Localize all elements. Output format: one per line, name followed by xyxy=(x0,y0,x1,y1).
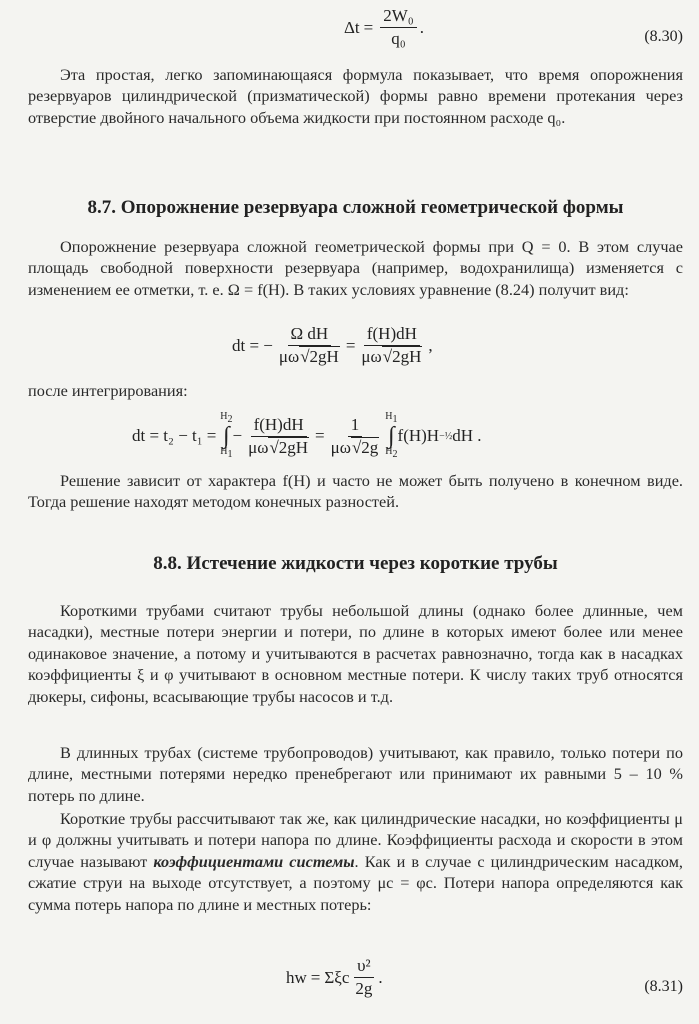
equation-number: (8.31) xyxy=(644,978,683,995)
formula-numerator: 1 xyxy=(348,415,363,437)
paragraph-solution: Решение зависит от характера f(H) и часто не может быть получено в конечном виде. Тогда решение находят методом конечных разностей. xyxy=(28,471,683,512)
formula-lhs: dt = t₂ − t₁ xyxy=(132,426,203,445)
formula-lhs: Δt xyxy=(344,17,360,37)
formula-numerator: 2W₀ xyxy=(380,6,416,28)
integrand-tail: dH . xyxy=(452,426,482,445)
integral-sign: $H_2$ ∫ $H_1$ xyxy=(220,411,233,460)
section-heading-8-8: 8.8. Истечение жидкости через короткие трубы xyxy=(153,553,558,574)
formula-8-31: hw = Σξc $\frac{\text{υ²}}{2g}$ . (8.31) xyxy=(286,956,683,998)
formula-dt: dt = − $\frac{\text{Ω dH}}{\mu\omega√2gH}$ = $\frac{f(H)dH}{\mu\omega√2gH}$ , xyxy=(232,324,433,366)
formula-lhs: hw xyxy=(286,967,307,987)
paragraph-long-pipes: В длинных трубах (системе трубопроводов) учитывают, как правило, только потери по длине, местными потерями нередко пренебрегают или принимают их равными 5 – 10 % потерь по длине. xyxy=(28,743,683,805)
formula-denominator: μω√2gH xyxy=(278,347,339,366)
paragraph-calculation: Короткие трубы рассчитывают так же, как цилиндрические насадки, но коэффициенты μ и φ должны учитывать и потери напора по длине. Коэффициенты расхода и скорости в этом случае называют коэффициентами системы. Как и в случае с цилиндрическим насадком, сжатие струи на выходе отсутствует, а поэтому μc = φc. Потери напора определяются как сумма потерь напора по длине и местных потерь: xyxy=(28,809,683,914)
paragraph-complex-tank: Опорожнение резервуара сложной геометрической формы при Q = 0. В этом случае площадь свободной поверхности резервуара (например, водохранилища) изменяется с изменением ее отметки, т. е. Ω = f(H). В таких условиях уравнение (8.24) получит вид: xyxy=(28,237,683,299)
formula-denominator: μω√2gH xyxy=(248,437,309,457)
formula-denominator: μω√2gH xyxy=(361,347,422,366)
formula-8-30: Δt = $\frac{\text{2W₀}}{\text{q₀}}$ . (8.30) xyxy=(344,6,683,48)
formula-denominator: μω√2g xyxy=(330,437,379,457)
integration-label: после интегрирования: xyxy=(28,381,188,400)
formula-denominator: q₀ xyxy=(391,29,406,48)
section-heading-8-7: 8.7. Опорожнение резервуара сложной геометрической формы xyxy=(87,197,624,218)
formula-numerator: f(H)dH xyxy=(251,415,307,437)
paragraph-formula-note: Эта простая, легко запоминающаяся формула показывает, что время опорожнения резервуаров цилиндрической (призматической) формы равно времени протекания через отверстие двойного начального объема жидкости при постоянном расходе q₀. xyxy=(28,65,683,127)
paragraph-short-pipes: Короткими трубами считают трубы небольшой длины (однако более длинные, чем насадки), местные потери энергии и потери, по длине в которых имеют более или менее одинаковое значение, а потому и учитываются в расчетах равнозначно, тогда как в насадках коэффициенты ξ и φ учитывают в основном местные потери. К числу таких труб относятся дюкеры, сифоны, всасывающие трубы насосов и т.д. xyxy=(28,601,683,706)
formula-denominator: 2g xyxy=(355,979,373,998)
formula-numerator: Ω dH xyxy=(288,324,332,346)
integrand: f(H)H xyxy=(397,426,440,445)
formula-numerator: f(H)dH xyxy=(364,324,420,346)
formula-numerator: υ² xyxy=(354,956,374,978)
formula-sum: Σξc xyxy=(324,967,350,987)
emphasis-term: коэффициентами системы xyxy=(153,851,355,871)
formula-integral: dt = t₂ − t₁ = $H_2$ ∫ $H_1$ − $\frac{f(H)dH}{\mu\omega√2gH}$ = $\frac{1}{\mu\omega√2g}$ $H_1$ ∫ $H_2$ f(H)H −½ dH . xyxy=(132,411,482,460)
equation-number: (8.30) xyxy=(644,28,683,45)
integral-sign: $H_1$ ∫ $H_2$ xyxy=(385,411,398,460)
